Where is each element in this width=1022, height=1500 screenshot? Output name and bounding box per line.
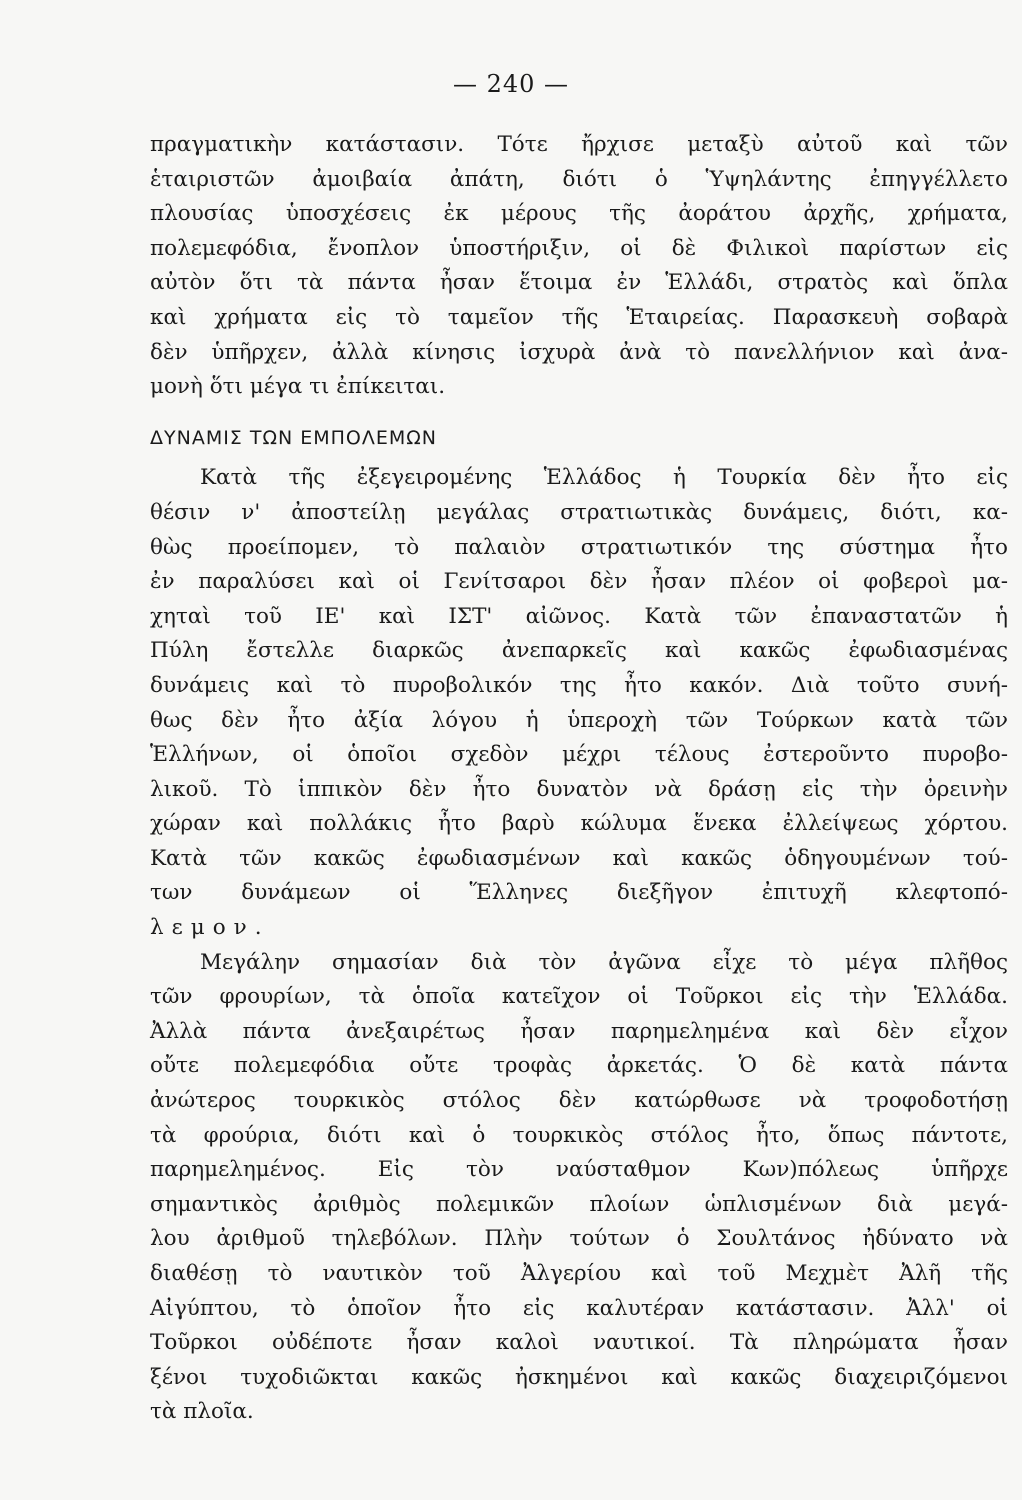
text-line: λεμον.: [150, 915, 270, 941]
text-line: δυνάμεις καὶ τὸ πυροβολικόν της ἦτο κακόν. Διὰ τοῦτο συνή-: [150, 672, 1008, 698]
text-line: χηταὶ τοῦ ΙΕ' καὶ ΙΣΤ' αἰῶνος. Κατὰ τῶν ἐπαναστατῶν ἡ: [150, 603, 1008, 629]
page-number: — 240 —: [452, 70, 570, 98]
text-line: ξένοι τυχοδιῶκται κακῶς ἠσκημένοι καὶ κακῶς διαχειριζόμενοι: [150, 1364, 1008, 1390]
text-line: ἀνώτερος τουρκικὸς στόλος δὲν κατώρθωσε νὰ τροφοδοτήσῃ: [150, 1088, 1008, 1114]
text-line: Πύλη ἔστελλε διαρκῶς ἀνεπαρκεῖς καὶ κακῶς ἐφωδιασμένας: [150, 638, 1008, 664]
text-line: θέσιν ν' ἀποστείλῃ μεγάλας στρατιωτικὰς δυνάμεις, διότι, κα-: [150, 499, 1008, 525]
text-line: παρημελημένος. Εἰς τὸν ναύσταθμον Κων)πόλεως ὑπῆρχε: [150, 1157, 1008, 1183]
section-heading: ΔΥΝΑΜΙΣ ΤΩΝ ΕΜΠΟΛΕΜΩΝ: [150, 426, 437, 449]
text-line: πραγματικὴν κατάστασιν. Τότε ἤρχισε μεταξὺ αὐτοῦ καὶ τῶν: [150, 132, 1008, 157]
text-line: αὐτὸν ὅτι τὰ πάντα ἦσαν ἕτοιμα ἐν Ἑλλάδι, στρατὸς καὶ ὅπλα: [150, 270, 1008, 296]
body-text: [150, 128, 1008, 1430]
text-line: τὰ φρούρια, διότι καὶ ὁ τουρκικὸς στόλος ἦτο, ὅπως πάντοτε,: [150, 1122, 1008, 1148]
text-line: διαθέσῃ τὸ ναυτικὸν τοῦ Ἀλγερίου καὶ τοῦ Μεχμὲτ Ἀλῆ τῆς: [150, 1261, 1008, 1286]
paragraph: [150, 946, 1008, 1430]
text-line: ἑταιριστῶν ἀμοιβαία ἀπάτη, διότι ὁ Ὑψηλάντης ἐπηγγέλλετο: [150, 166, 1008, 192]
text-line: μονὴ ὅτι μέγα τι ἐπίκειται.: [150, 374, 446, 400]
text-line: οὔτε πολεμεφόδια οὔτε τροφὰς ἀρκετάς. Ὁ δὲ κατὰ πάντα: [150, 1053, 1008, 1079]
text-line: τῶν φρουρίων, τὰ ὁποῖα κατεῖχον οἱ Τοῦρκοι εἰς τὴν Ἑλλάδα.: [150, 984, 1008, 1010]
text-line: θως δὲν ἦτο ἀξία λόγου ἡ ὑπεροχὴ τῶν Τούρκων κατὰ τῶν: [150, 707, 1008, 733]
text-line: Κατὰ τῆς ἐξεγειρομένης Ἑλλάδος ἡ Τουρκία δὲν ἦτο εἰς: [200, 465, 1008, 491]
text-line: Μεγάλην σημασίαν διὰ τὸν ἀγῶνα εἶχε τὸ μέγα πλῆθος: [200, 949, 1008, 975]
text-line: πολεμεφόδια, ἔνοπλον ὑποστήριξιν, οἱ δὲ Φιλικοὶ παρίστων εἰς: [150, 235, 1008, 261]
paragraph: [150, 461, 1008, 945]
text-line: των δυνάμεων οἱ Ἕλληνες διεξῆγον ἐπιτυχῆ κλεφτοπό-: [150, 880, 1008, 906]
text-line: Ἑλλήνων, οἱ ὁποῖοι σχεδὸν μέχρι τέλους ἐστεροῦντο πυροβο-: [150, 742, 1008, 768]
text-line: Ἀλλὰ πάντα ἀνεξαιρέτως ἦσαν παρημελημένα καὶ δὲν εἶχον: [150, 1018, 1008, 1044]
text-line: καὶ χρήματα εἰς τὸ ταμεῖον τῆς Ἑταιρείας. Παρασκευὴ σοβαρὰ: [150, 304, 1008, 330]
text-line: ἐν παραλύσει καὶ οἱ Γενίτσαροι δὲν ἦσαν πλέον οἱ φοβεροὶ μα-: [150, 569, 1008, 595]
text-line: θὼς προείπομεν, τὸ παλαιὸν στρατιωτικόν της σύστημα ἦτο: [150, 534, 1008, 560]
text-line: Αἰγύπτου, τὸ ὁποῖον ἦτο εἰς καλυτέραν κατάστασιν. Ἀλλ' οἱ: [150, 1295, 1008, 1321]
text-line: Τοῦρκοι οὐδέποτε ἦσαν καλοὶ ναυτικοί. Τὰ πληρώματα ἦσαν: [150, 1330, 1008, 1356]
text-line: τὰ πλοῖα.: [150, 1399, 254, 1425]
text-line: χώραν καὶ πολλάκις ἦτο βαρὺ κώλυμα ἕνεκα ἐλλείψεως χόρτου.: [150, 811, 1008, 837]
paragraph: [150, 128, 1008, 405]
text-line: πλουσίας ὑποσχέσεις ἐκ μέρους τῆς ἀοράτου ἀρχῆς, χρήματα,: [150, 201, 1008, 227]
text-line: δὲν ὑπῆρχεν, ἀλλὰ κίνησις ἰσχυρὰ ἀνὰ τὸ πανελλήνιον καὶ ἀνα-: [150, 339, 1008, 365]
text-line: σημαντικὸς ἀριθμὸς πολεμικῶν πλοίων ὡπλισμένων διὰ μεγά-: [150, 1191, 1008, 1217]
text-line: λου ἀριθμοῦ τηλεβόλων. Πλὴν τούτων ὁ Σουλτάνος ἠδύνατο νὰ: [150, 1226, 1008, 1252]
text-line: λικοῦ. Τὸ ἱππικὸν δὲν ἦτο δυνατὸν νὰ δράσῃ εἰς τὴν ὀρεινὴν: [150, 776, 1008, 802]
text-line: Κατὰ τῶν κακῶς ἐφωδιασμένων καὶ κακῶς ὁδηγουμένων τού-: [150, 845, 1008, 871]
